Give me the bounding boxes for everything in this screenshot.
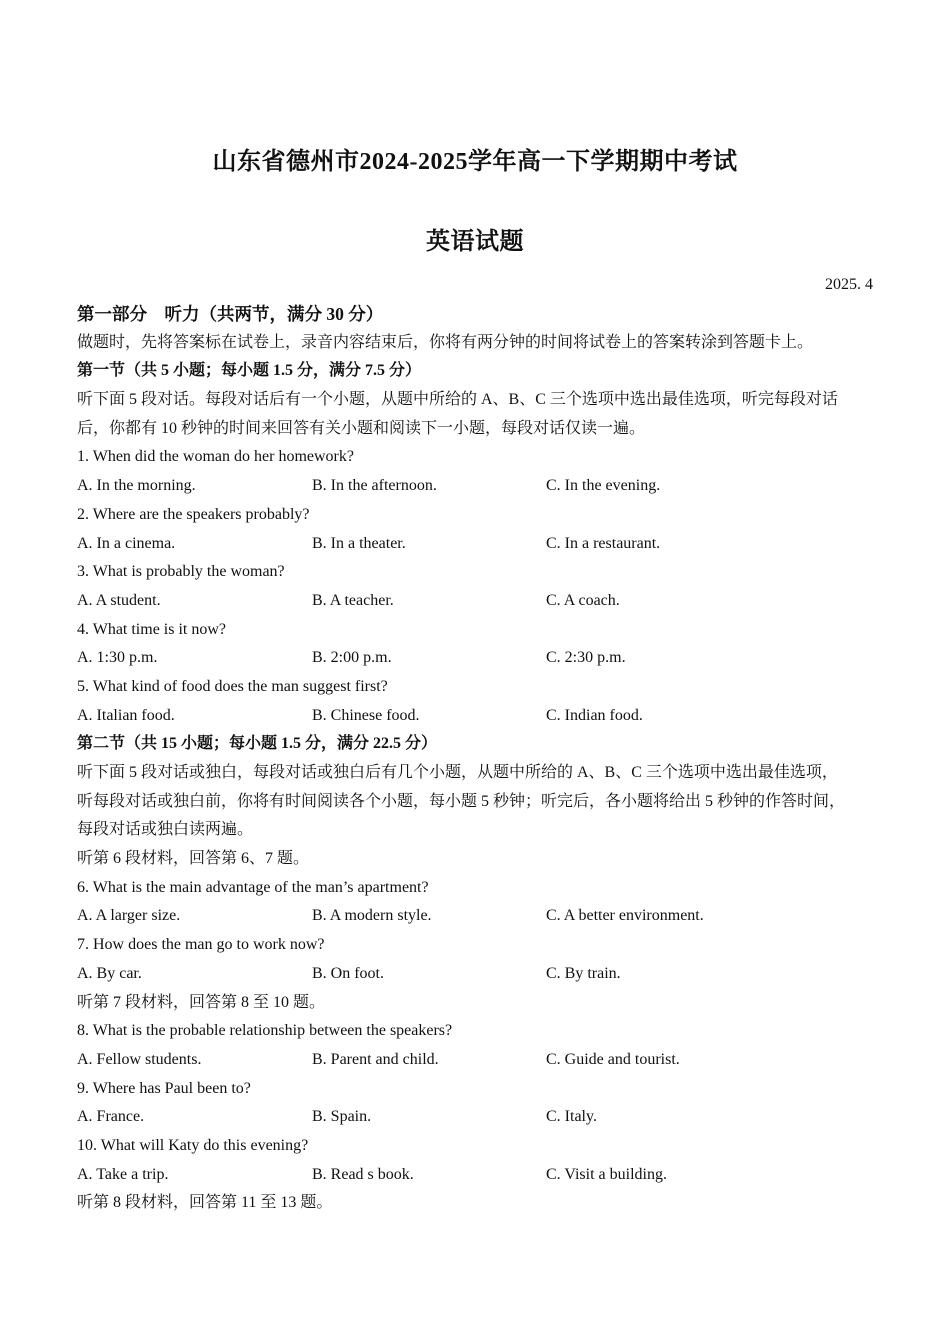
- option-c: C. A better environment.: [546, 907, 704, 925]
- option-a: A. By car.: [77, 964, 142, 982]
- question-options: [77, 702, 885, 731]
- option-c: C. Guide and tourist.: [546, 1050, 680, 1068]
- question-options: [77, 530, 885, 559]
- section1-heading: 第一节（共 5 小题；每小题 1.5 分，满分 7.5 分）: [77, 362, 422, 380]
- question-stem: 2. Where are the speakers probably?: [77, 505, 310, 523]
- section2-instruction-line: 听每段对话或独白前，你将有时间阅读各个小题，每小题 5 秒钟；听完后，各小题将给出 5 秒钟的作答时间，: [77, 792, 846, 810]
- question-stem: 10. What will Katy do this evening?: [77, 1136, 309, 1154]
- question-options: [77, 1103, 885, 1132]
- question-stem: 9. Where has Paul been to?: [77, 1079, 251, 1097]
- question-options: [77, 587, 885, 616]
- exam-subtitle: 英语试题: [426, 229, 524, 255]
- option-b: B. Read s book.: [312, 1165, 414, 1183]
- option-a: A. In a cinema.: [77, 534, 176, 552]
- option-a: A. Fellow students.: [77, 1050, 202, 1068]
- question-stem: 6. What is the main advantage of the man’s apartment?: [77, 878, 429, 896]
- option-c: C. 2:30 p.m.: [546, 649, 626, 667]
- option-b: B. In a theater.: [312, 534, 406, 552]
- option-a: A. France.: [77, 1108, 145, 1126]
- question-options: [77, 960, 885, 989]
- section1-instruction-line: 听下面 5 段对话。每段对话后有一个小题，从题中所给的 A、B、C 三个选项中选出最佳选项，听完每段对话: [77, 391, 838, 409]
- option-b: B. Parent and child.: [312, 1050, 439, 1068]
- option-c: C. Italy.: [546, 1108, 597, 1126]
- question-options: [77, 1161, 885, 1190]
- option-c: C. A coach.: [546, 591, 620, 609]
- question-stem: 4. What time is it now?: [77, 620, 227, 638]
- option-a: A. 1:30 p.m.: [77, 649, 158, 667]
- question-options: [77, 644, 885, 673]
- option-a: A. Take a trip.: [77, 1165, 169, 1183]
- section2-heading: 第二节（共 15 小题；每小题 1.5 分，满分 22.5 分）: [77, 735, 438, 753]
- exam-title: 山东省德州市2024-2025学年高一下学期期中考试: [212, 149, 738, 175]
- option-c: C. Indian food.: [546, 706, 643, 724]
- question-stem: 8. What is the probable relationship between the speakers?: [77, 1022, 453, 1040]
- part1-instruction: 做题时，先将答案标在试卷上，录音内容结束后，你将有两分钟的时间将试卷上的答案转涂到答题卡上。: [77, 333, 814, 351]
- section2-instruction-line: 听下面 5 段对话或独白，每段对话或独白后有几个小题，从题中所给的 A、B、C 三个选项中选出最佳选项，: [77, 764, 838, 781]
- option-b: B. In the afternoon.: [312, 477, 437, 495]
- exam-date: 2025. 4: [825, 276, 873, 293]
- option-b: B. On foot.: [312, 964, 384, 982]
- question-stem: 7. How does the man go to work now?: [77, 936, 325, 954]
- material-note: 听第 8 段材料，回答第 11 至 13 题。: [77, 1194, 333, 1212]
- option-c: C. In the evening.: [546, 477, 661, 495]
- question-options: [77, 902, 885, 931]
- option-b: B. A modern style.: [312, 907, 432, 925]
- material-note: 听第 7 段材料，回答第 8 至 10 题。: [77, 993, 326, 1011]
- option-a: A. Italian food.: [77, 706, 175, 724]
- part1-heading: 第一部分 听力（共两节，满分 30 分）: [77, 304, 384, 324]
- material-note: 听第 6 段材料，回答第 6、7 题。: [77, 850, 310, 868]
- option-c: C. By train.: [546, 964, 621, 982]
- section2-instruction-line: 每段对话或独白读两遍。: [77, 821, 254, 839]
- question-stem: 1. When did the woman do her homework?: [77, 448, 354, 466]
- option-b: B. Chinese food.: [312, 706, 420, 724]
- option-a: A. A student.: [77, 591, 161, 609]
- option-a: A. A larger size.: [77, 907, 181, 925]
- question-stem: 3. What is probably the woman?: [77, 563, 285, 581]
- option-a: A. In the morning.: [77, 477, 196, 495]
- question-options: [77, 472, 885, 501]
- option-b: B. 2:00 p.m.: [312, 649, 392, 667]
- question-stem: 5. What kind of food does the man suggest first?: [77, 677, 388, 695]
- section1-instruction-line: 后，你都有 10 秒钟的时间来回答有关小题和阅读下一小题，每段对话仅读一遍。: [77, 419, 646, 437]
- exam-content: [77, 300, 885, 1218]
- option-c: C. In a restaurant.: [546, 534, 661, 552]
- question-options: [77, 1046, 885, 1075]
- option-b: B. A teacher.: [312, 591, 394, 609]
- option-c: C. Visit a building.: [546, 1165, 667, 1183]
- option-b: B. Spain.: [312, 1108, 372, 1126]
